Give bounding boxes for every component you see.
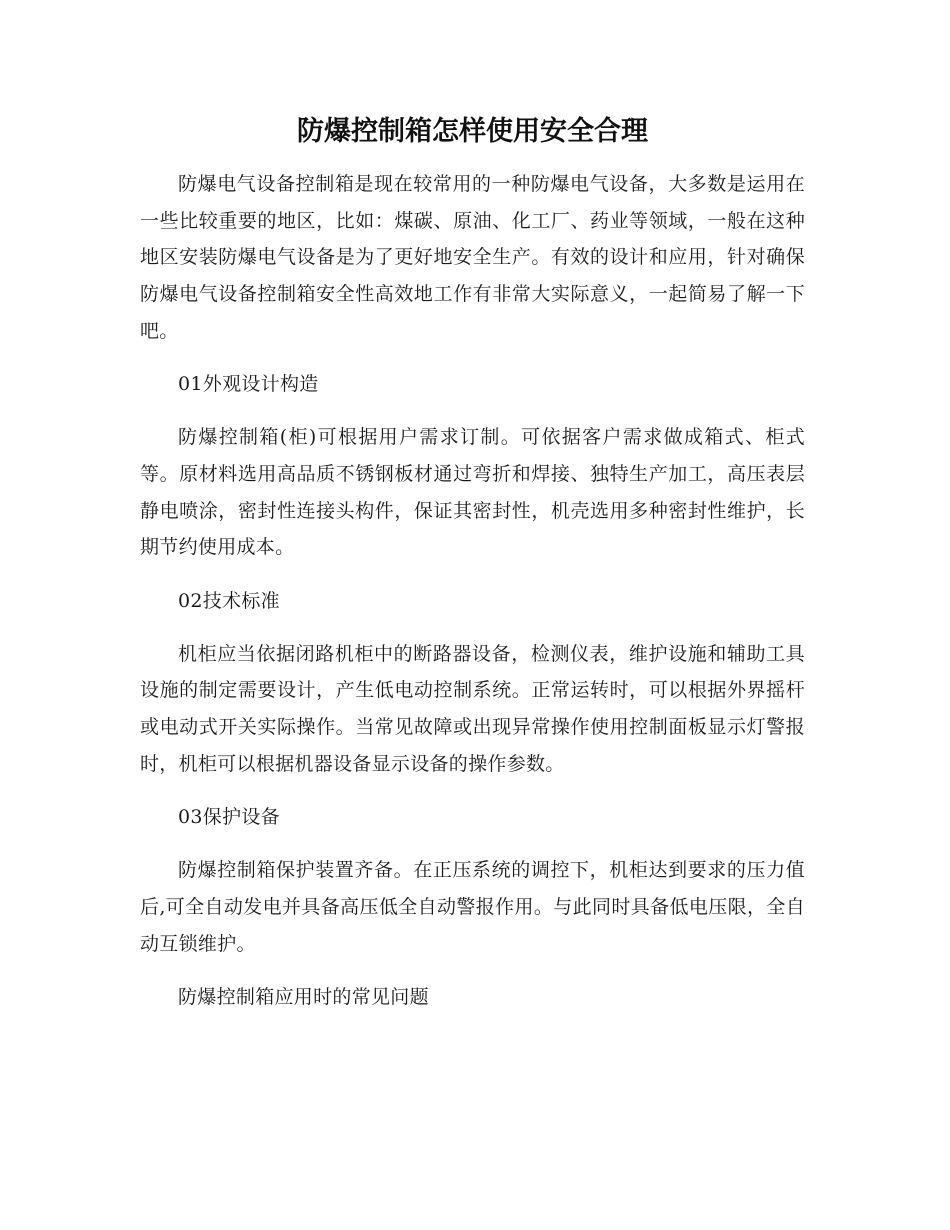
section-heading-protection: 03保护设备	[178, 806, 280, 829]
section-body-standards: 机柜应当依据闭路机柜中的断路器设备，检测仪表，维护设施和辅助工具设施的制定需要设计，产生低电动控制系统。正常运转时，可以根据外界摇杆或电动式开关实际操作。当常见故障或出现异常操作使用控制面板显示灯警报时，机柜可以根据机器设备显示设备的操作参数。	[140, 642, 805, 775]
section-body-protection: 防爆控制箱保护装置齐备。在正压系统的调控下，机柜达到要求的压力值后,可全自动发电并具备高压低全自动警报作用。与此同时具备低电压限，全自动互锁维护。	[140, 859, 805, 955]
intro-paragraph: 防爆电气设备控制箱是现在较常用的一种防爆电气设备，大多数是运用在一些比较重要的地区，比如：煤碳、原油、化工厂、药业等领域，一般在这种地区安装防爆电气设备是为了更好地安全生产。有效的设计和应用，针对确保防爆电气设备控制箱安全性高效地工作有非常大实际意义，一起简易了解一下吧。	[140, 173, 805, 342]
closing-heading: 防爆控制箱应用时的常见问题	[178, 985, 429, 1008]
document-body	[140, 110, 805, 1016]
section-heading-standards: 02技术标准	[178, 589, 280, 612]
section-body-design: 防爆控制箱(柜)可根据用户需求订制。可依据客户需求做成箱式、柜式等。原材料选用高品质不锈钢板材通过弯折和焊接、独特生产加工，高压表层静电喷涂，密封性连接头构件，保证其密封性，机壳选用多种密封性维护，长期节约使用成本。	[140, 426, 805, 559]
document-title: 防爆控制箱怎样使用安全合理	[297, 116, 648, 147]
section-heading-design: 01外观设计构造	[178, 373, 319, 396]
